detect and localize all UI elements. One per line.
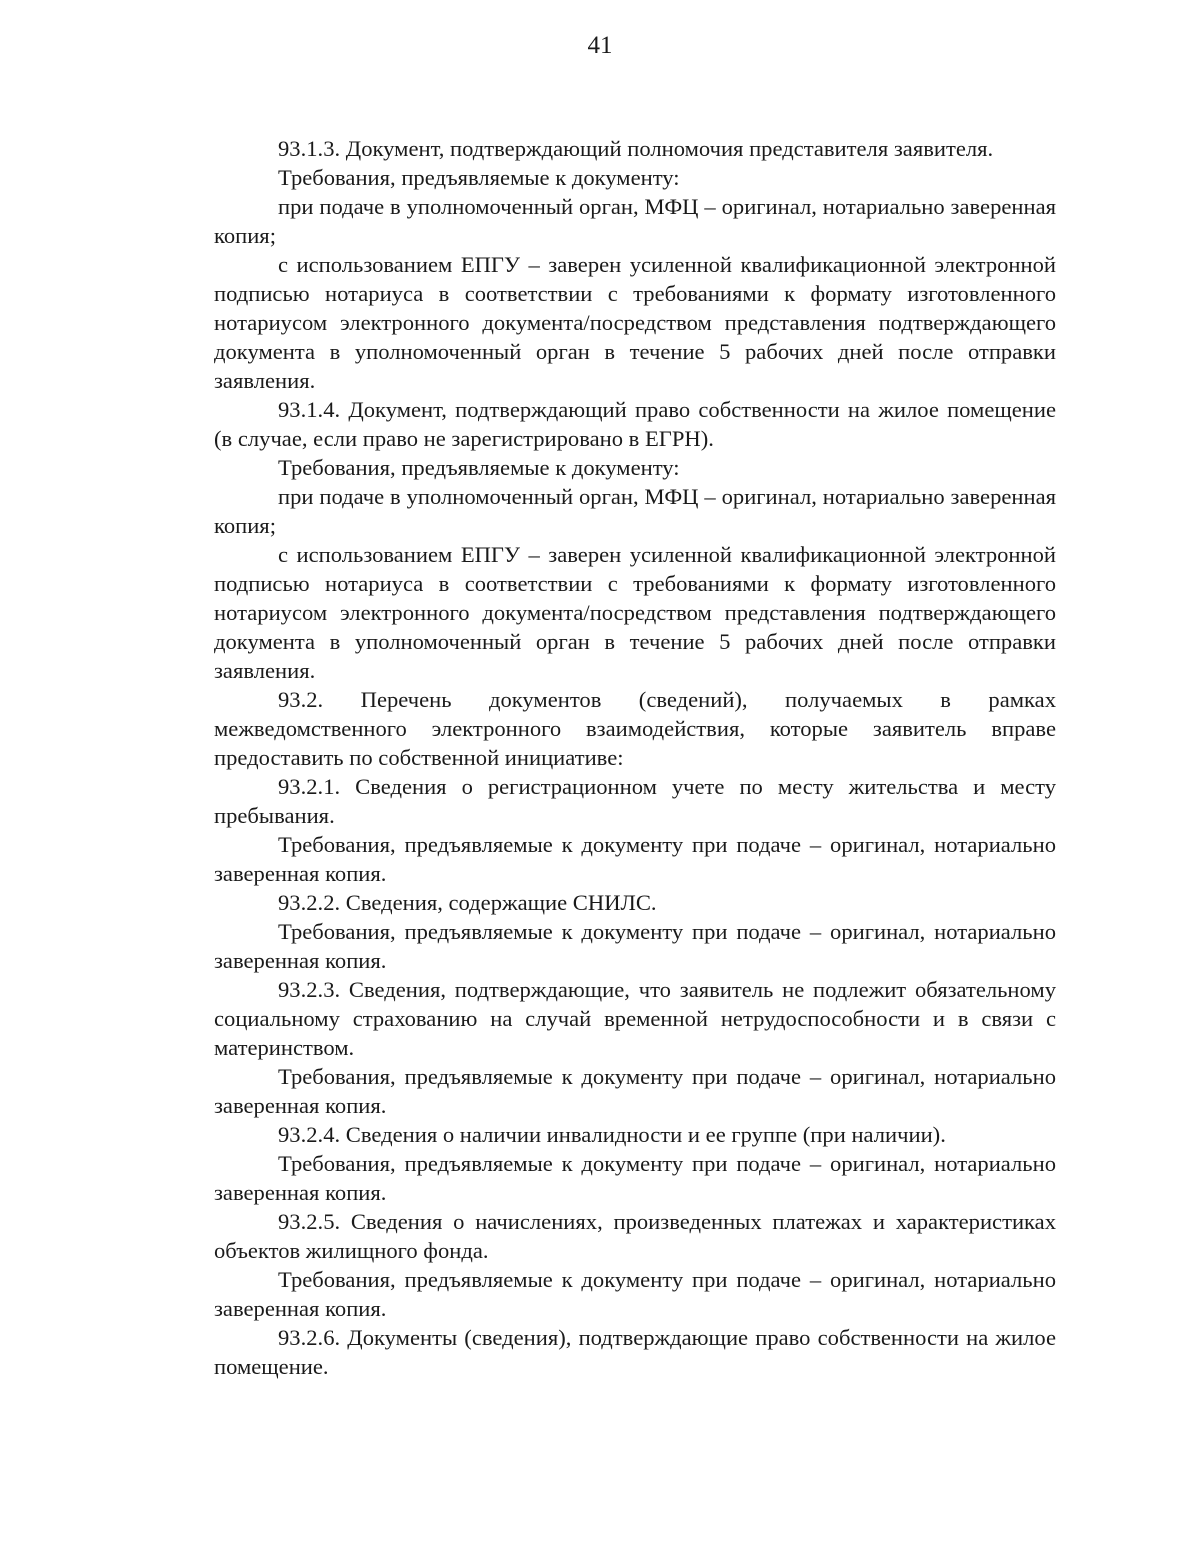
paragraph-93-1-4: 93.1.4. Документ, подтверждающий право собственности на жилое помещение (в случае, если право не зарегистрировано в ЕГРН). [214,397,1056,451]
paragraph-requirements: Требования, предъявляемые к документу: [278,455,680,480]
paragraph-93-2-4: 93.2.4. Сведения о наличии инвалидности и ее группе (при наличии). [278,1122,946,1147]
paragraph-93-1-3: 93.1.3. Документ, подтверждающий полномочия представителя заявителя. [278,136,994,161]
paragraph-in-person: при подаче в уполномоченный орган, МФЦ – оригинал, нотариально заверенная копия; [214,484,1056,538]
paragraph-requirements: Требования, предъявляемые к документу при подаче – оригинал, нотариально заверенная копия. [214,1151,1056,1205]
paragraph-93-2-1: 93.2.1. Сведения о регистрационном учете по месту жительства и месту пребывания. [214,774,1056,828]
paragraph-epgu: с использованием ЕПГУ – заверен усиленной квалификационной электронной подписью нотариуса в соответствии с требованиями к формату изготовленного нотариусом электронного документа/посредством представления подтверждающего документа в уполномоченный орган в течение 5 рабочих дней после отправки заявления. [214,252,1056,393]
paragraph-93-2-6: 93.2.6. Документы (сведения), подтверждающие право собственности на жилое помещение. [214,1325,1056,1379]
paragraph-93-2-3: 93.2.3. Сведения, подтверждающие, что заявитель не подлежит обязательному социальному страхованию на случай временной нетрудоспособности и в связи с материнством. [214,977,1056,1060]
paragraph-93-2-2: 93.2.2. Сведения, содержащие СНИЛС. [278,890,657,915]
paragraph-93-2-5: 93.2.5. Сведения о начислениях, произведенных платежах и характеристиках объектов жилищного фонда. [214,1209,1056,1263]
paragraph-93-2: 93.2. Перечень документов (сведений), получаемых в рамках межведомственного электронного взаимодействия, которые заявитель вправе предоставить по собственной инициативе: [214,687,1056,770]
paragraph-requirements: Требования, предъявляемые к документу при подаче – оригинал, нотариально заверенная копия. [214,919,1056,973]
paragraph-requirements: Требования, предъявляемые к документу при подаче – оригинал, нотариально заверенная копия. [214,832,1056,886]
paragraph-requirements: Требования, предъявляемые к документу при подаче – оригинал, нотариально заверенная копия. [214,1064,1056,1118]
document-body [214,134,1056,1381]
paragraph-requirements: Требования, предъявляемые к документу: [278,165,680,190]
paragraph-in-person: при подаче в уполномоченный орган, МФЦ – оригинал, нотариально заверенная копия; [214,194,1056,248]
page-number: 41 [587,32,613,59]
paragraph-epgu: с использованием ЕПГУ – заверен усиленной квалификационной электронной подписью нотариуса в соответствии с требованиями к формату изготовленного нотариусом электронного документа/посредством представления подтверждающего документа в уполномоченный орган в течение 5 рабочих дней после отправки заявления. [214,542,1056,683]
paragraph-requirements: Требования, предъявляемые к документу при подаче – оригинал, нотариально заверенная копия. [214,1267,1056,1321]
